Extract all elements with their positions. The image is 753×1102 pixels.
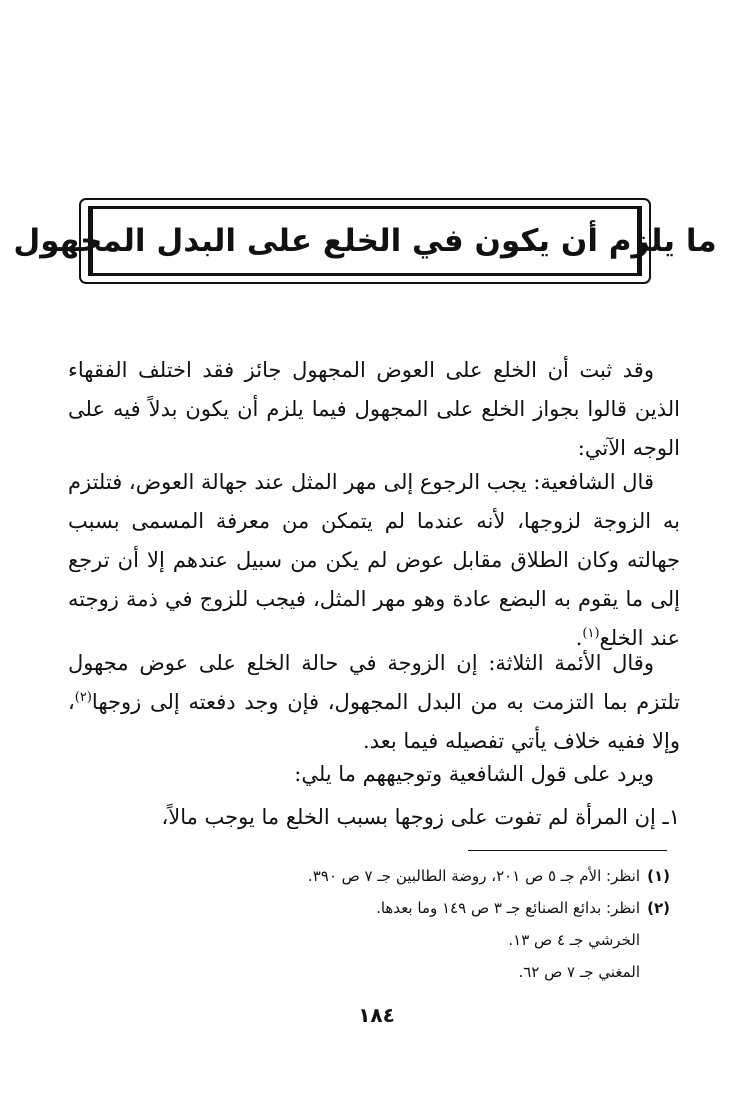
footnote-2-line-2: الخرشي جـ ٤ ص ١٣. [508, 931, 640, 949]
footnote-ref-1[interactable]: (١) [582, 626, 600, 641]
paragraph-objection-intro-text: ويرد على قول الشافعية وتوجيههم ما يلي: [294, 762, 654, 786]
paragraph-shafii-body: قال الشافعية: يجب الرجوع إلى مهر المثل عند جهالة العوض، فتلتزم به الزوجة لزوجها، لأنه عندما لم يتمكن من معرفة المسمى بسبب جهالته وكان الطلاق مقابل عوض لم يكن من سبيل عندهم إلا أن ترجع إلى ما يقوم به البضع عادة وهو مهر المثل، فيجب للزوج في ذمة زوجته عند الخلع [68, 470, 680, 650]
footnote-ref-2[interactable]: (٢) [74, 690, 92, 705]
paragraph-shafii-end: . [575, 626, 583, 650]
paragraph-three-imams-body: وقال الأئمة الثلاثة: إن الزوجة في حالة الخلع على عوض مجهول تلتزم بما التزمت به من البدل المجهول، فإن وجد دفعته إلى زوجها [68, 651, 680, 714]
chapter-title-frame [13, 198, 717, 284]
paragraph-objection-intro [68, 755, 680, 794]
footnote-1 [150, 860, 670, 892]
footnote-2-line-3: المغني جـ ٧ ص ٦٢. [518, 963, 640, 981]
footnote-2-number: (٢) [647, 899, 670, 917]
paragraph-intro [68, 351, 680, 468]
paragraph-intro-text: وقد ثبت أن الخلع على العوض المجهول جائز فقد اختلف الفقهاء الذين قالوا بجواز الخلع على المجهول فيما يلزم أن يكون بدلاً فيه على الوجه الآتي: [68, 358, 680, 460]
paragraph-three-imams-text [68, 644, 680, 761]
paragraph-three-imams [68, 644, 680, 761]
footnote-2-text: انظر: بدائع الصنائع جـ ٣ ص ١٤٩ وما بعدها. [376, 899, 640, 917]
footnote-1-number: (١) [647, 867, 670, 885]
chapter-title: ما يلزم أن يكون في الخلع على البدل المجهول [13, 223, 717, 259]
footnote-1-text: انظر: الأم جـ ٥ ص ٢٠١، روضة الطالبين جـ ٧ ص ٣٩٠. [307, 867, 640, 885]
footnotes [150, 860, 670, 988]
paragraph-shafii-text [68, 463, 680, 658]
footnote-2 [150, 892, 670, 924]
paragraph-shafii [68, 463, 680, 658]
paragraph-point-1 [68, 798, 680, 837]
page-number: ١٨٤ [358, 1003, 395, 1027]
footnote-separator [468, 850, 667, 851]
chapter-title-inner-border [13, 206, 717, 276]
paragraph-three-imams-end: ، وإلا ففيه خلاف يأتي تفصيله فيما بعد. [68, 690, 680, 753]
paragraph-point-1-text: ١ـ إن المرأة لم تفوت على زوجها بسبب الخلع ما يوجب مالاً، [161, 805, 680, 829]
